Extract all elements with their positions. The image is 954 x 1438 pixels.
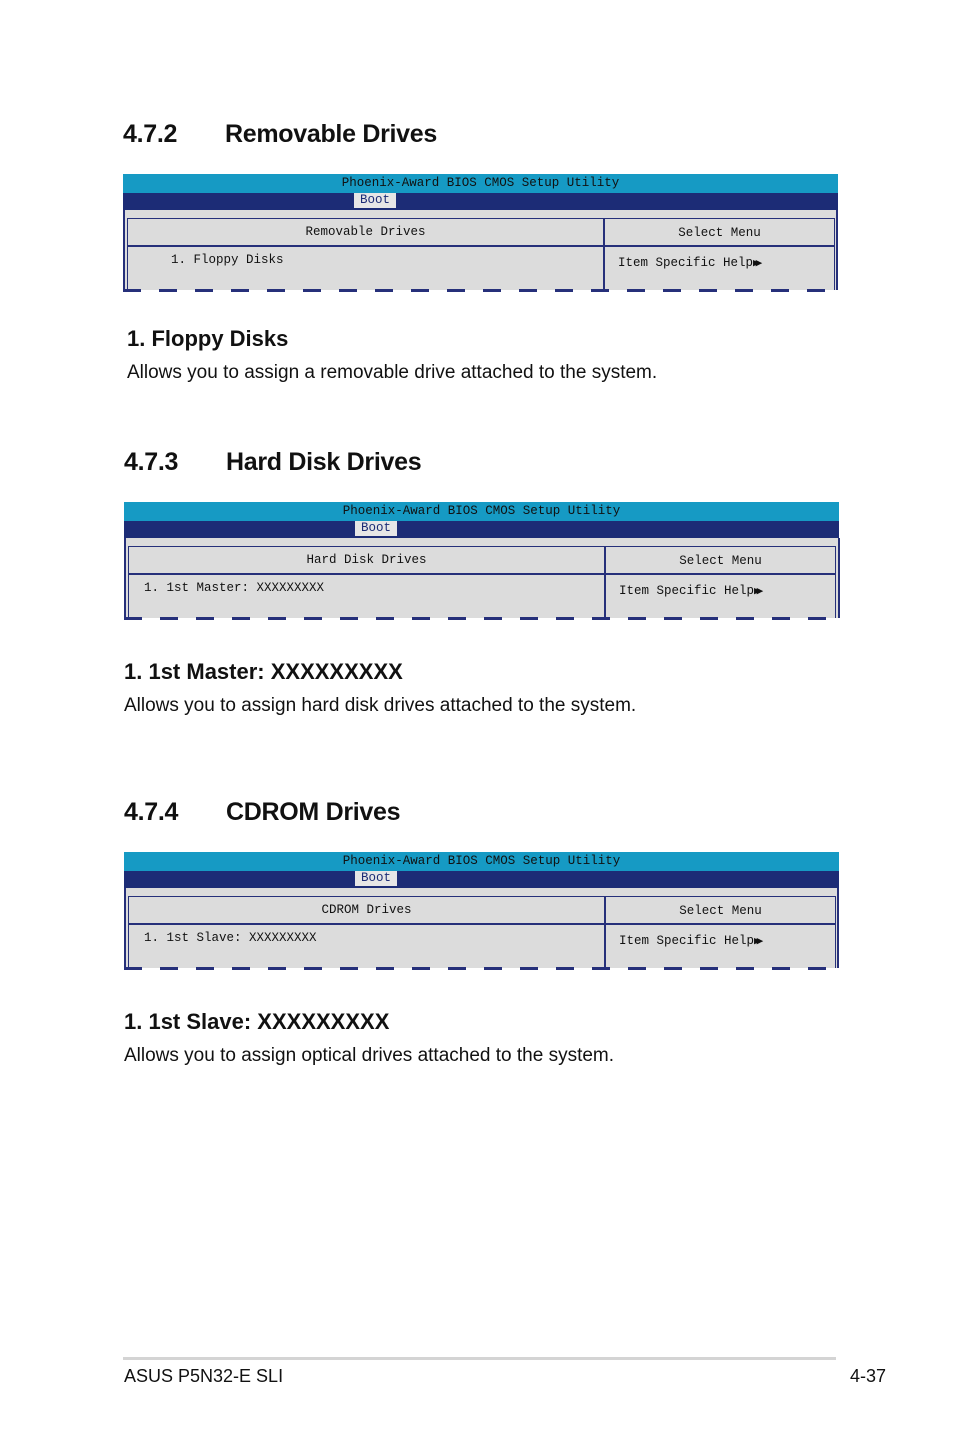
bios-tab-boot[interactable]: Boot — [355, 871, 397, 886]
double-right-arrow-icon: ▶▶ — [754, 936, 760, 948]
bios-right-border — [837, 888, 839, 968]
item-heading: 1. 1st Master: XXXXXXXXX — [124, 659, 403, 684]
double-right-arrow-icon: ▶▶ — [754, 586, 760, 598]
bios-left-border — [124, 538, 126, 618]
bios-help-text — [618, 256, 758, 270]
footer-product-name: ASUS P5N32-E SLI — [124, 1366, 284, 1386]
section-title: Hard Disk Drives — [226, 448, 422, 476]
bios-side-header: Select Menu — [605, 546, 836, 574]
bios-main-header: Hard Disk Drives — [128, 546, 605, 574]
item-description: Allows you to assign hard disk drives attached to the system. — [124, 695, 637, 716]
bios-utility-title: Phoenix-Award BIOS CMOS Setup Utility — [124, 852, 839, 871]
bios-screenshot — [124, 502, 840, 620]
bios-help-panel — [605, 574, 836, 618]
help-label: Item Specific Help — [619, 934, 755, 948]
bios-menu-item[interactable]: 1. 1st Master: XXXXXXXXX — [144, 581, 325, 595]
bios-menu-bar — [124, 521, 839, 538]
bios-left-border — [123, 210, 125, 290]
bios-main-header: CDROM Drives — [128, 896, 605, 924]
help-label: Item Specific Help — [618, 256, 754, 270]
bios-utility-title: Phoenix-Award BIOS CMOS Setup Utility — [123, 174, 838, 193]
section-title: CDROM Drives — [226, 798, 401, 826]
bios-left-border — [124, 888, 126, 968]
double-right-arrow-icon: ▶▶ — [753, 258, 759, 270]
bios-main-header: Removable Drives — [127, 218, 604, 246]
section-title: Removable Drives — [225, 120, 437, 148]
bios-body — [123, 210, 838, 290]
section-number: 4.7.3 — [124, 448, 179, 476]
bios-screenshot — [123, 174, 838, 292]
bios-bottom-dashes — [124, 617, 839, 620]
bios-body — [124, 888, 839, 968]
item-heading: 1. Floppy Disks — [127, 326, 289, 351]
bios-tab-boot[interactable]: Boot — [355, 521, 397, 536]
bios-item-list — [127, 246, 604, 290]
bios-bottom-dashes — [124, 967, 839, 970]
footer-page-number: 4-37 — [849, 1366, 886, 1386]
bios-menu-item[interactable]: 1. Floppy Disks — [171, 253, 284, 267]
bios-side-header: Select Menu — [604, 218, 835, 246]
bios-body — [124, 538, 839, 618]
bios-side-header: Select Menu — [605, 896, 836, 924]
bios-tab-boot[interactable]: Boot — [354, 193, 396, 208]
bios-utility-title: Phoenix-Award BIOS CMOS Setup Utility — [124, 502, 839, 521]
bios-help-text — [619, 934, 759, 948]
item-heading: 1. 1st Slave: XXXXXXXXX — [124, 1009, 390, 1034]
bios-item-list — [128, 924, 605, 968]
bios-menu-bar — [123, 193, 838, 210]
item-description: Allows you to assign a removable drive attached to the system. — [127, 362, 658, 383]
section-number: 4.7.4 — [124, 798, 179, 826]
bios-right-border — [836, 210, 838, 290]
bios-right-border — [838, 538, 840, 618]
bios-help-panel — [604, 246, 835, 290]
help-label: Item Specific Help — [619, 584, 755, 598]
bios-help-panel — [605, 924, 836, 968]
bios-item-list — [128, 574, 605, 618]
bios-screenshot — [124, 852, 839, 970]
item-description: Allows you to assign optical drives attached to the system. — [124, 1045, 615, 1066]
section-number: 4.7.2 — [123, 120, 178, 148]
bios-menu-item[interactable]: 1. 1st Slave: XXXXXXXXX — [144, 931, 317, 945]
bios-help-text — [619, 584, 759, 598]
bios-menu-bar — [124, 871, 839, 888]
footer-rule — [123, 1357, 836, 1360]
bios-bottom-dashes — [123, 289, 838, 292]
